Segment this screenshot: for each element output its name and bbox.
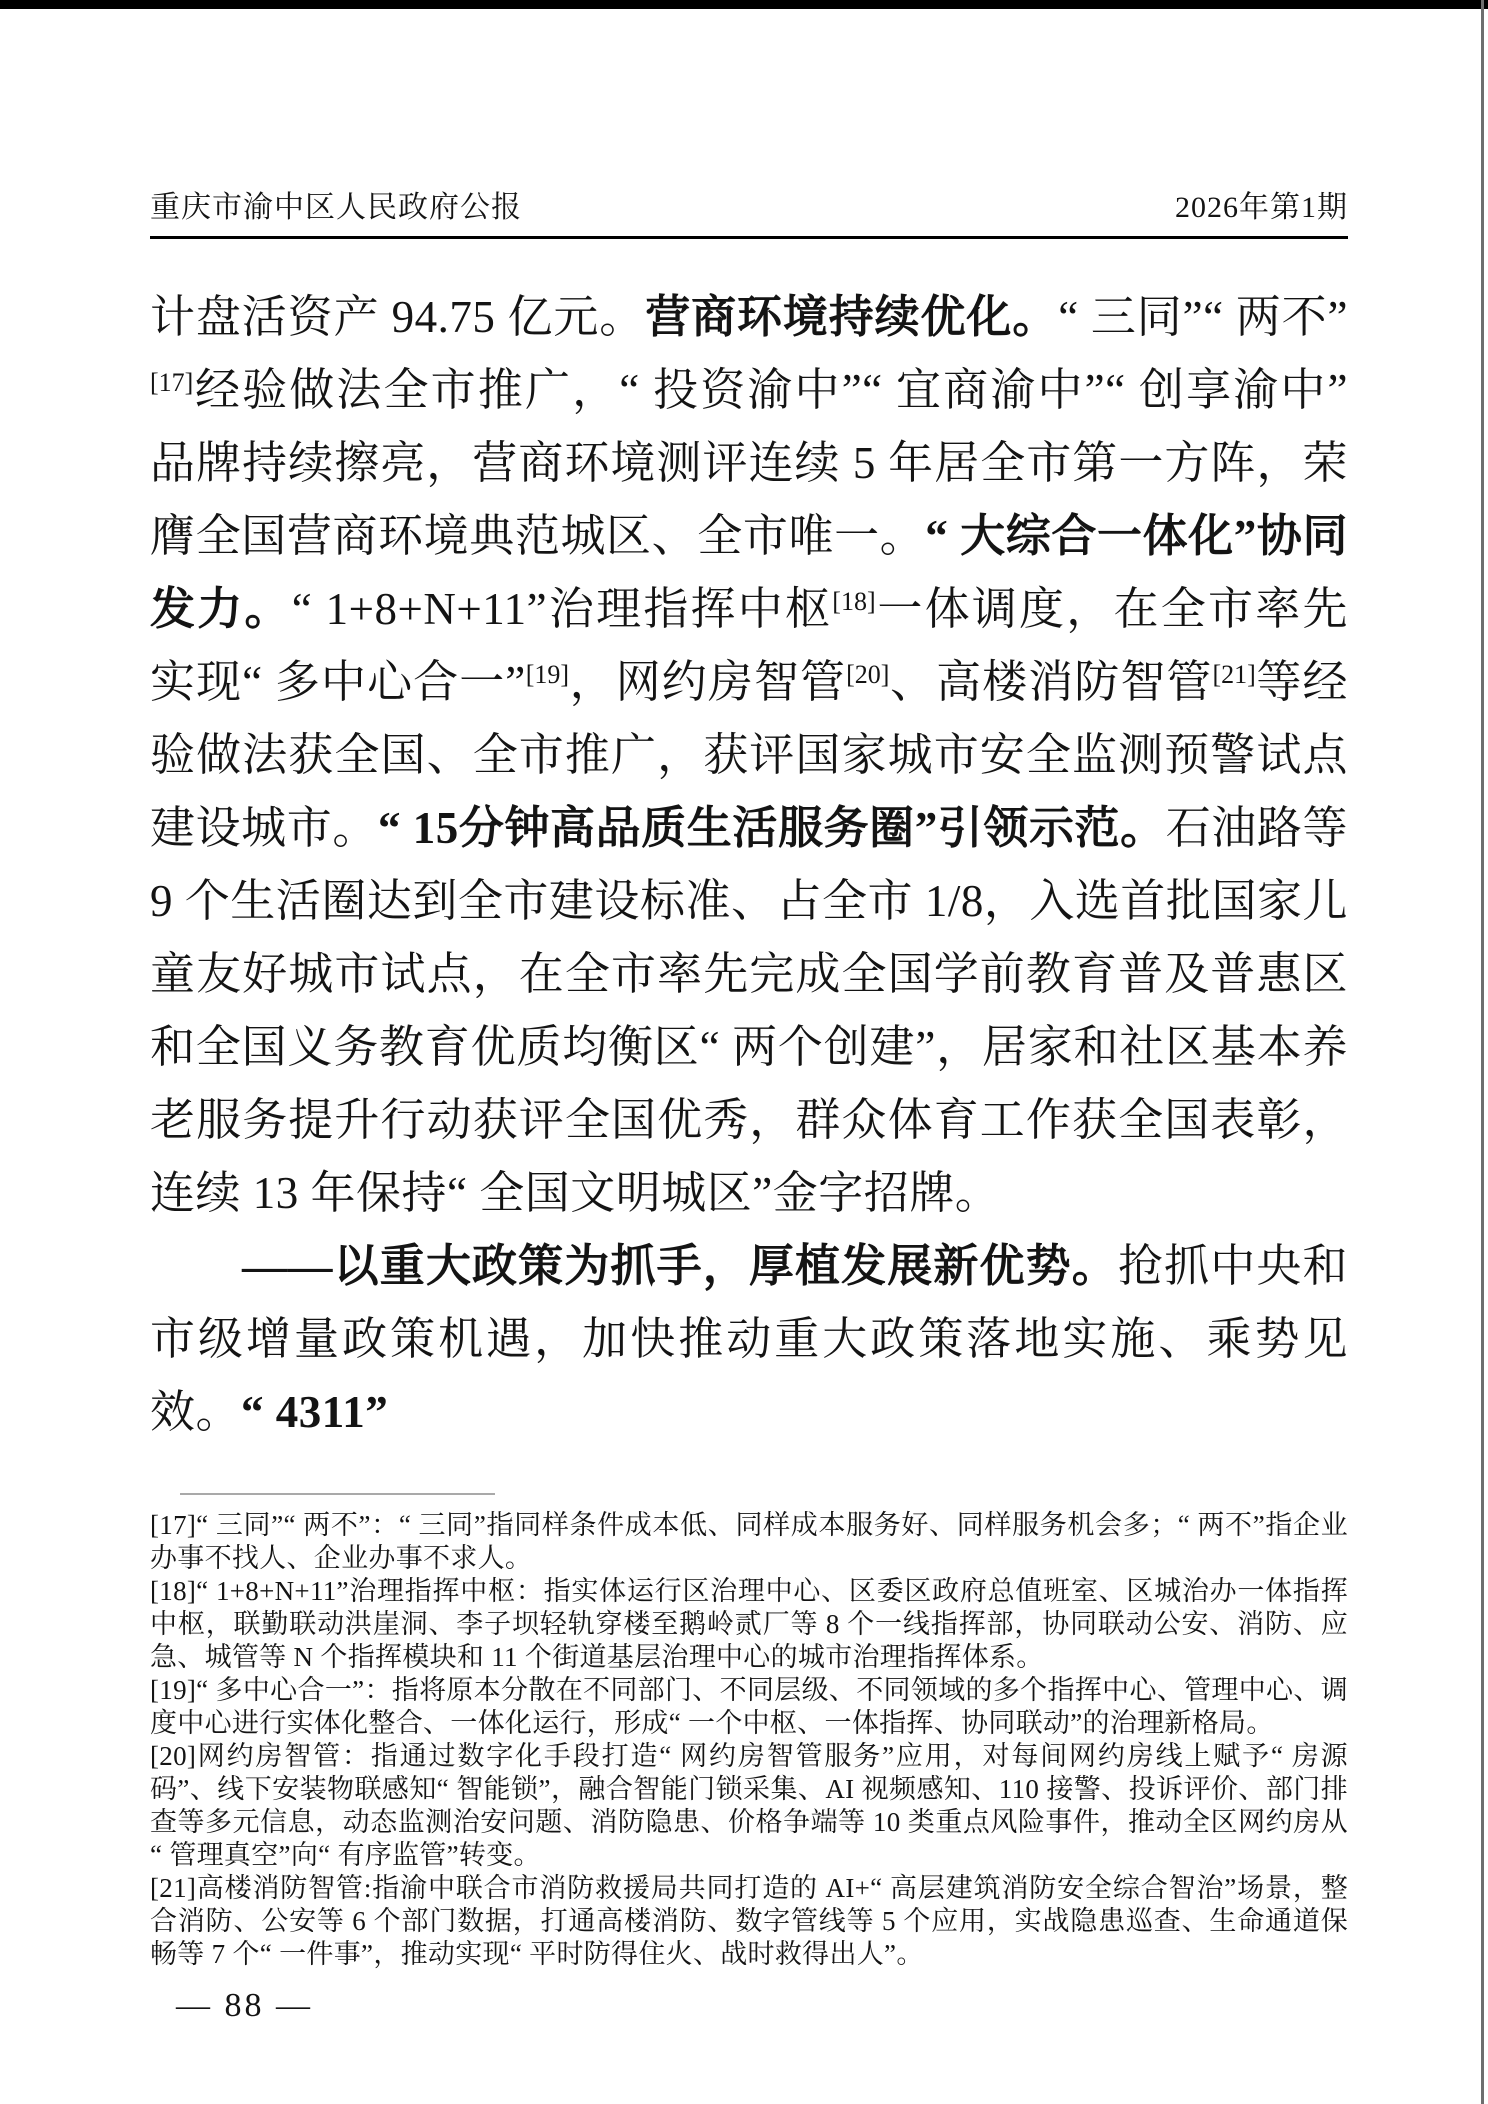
text-segment: ，网约房智管 — [569, 657, 847, 707]
body-paragraph-2 — [150, 1230, 1348, 1449]
text-segment: 石油路等 9 个生活圈达到全市建设标准、占全市 1/8，入选首批国家儿童友好城市试点，在全市率先完成全国学前教育普及普惠区和全国义务教育优质均衡区“ 两个创建”，居家和社区基本养老服务提升行动获评全国优秀，群众体育工作获全国表彰，连续 13 年保持“ 全国文明城区”金字招牌。 — [150, 803, 1348, 1218]
text-segment: “ 1+8+N+11”治理指挥中枢 — [291, 584, 833, 634]
text-segment: 一体调度，在全市率先实现“ 多中心合一” — [150, 584, 1348, 707]
text-segment: 抢抓中央和市级增量政策机遇，加快推动重大政策落地实施、乘势见效。 — [150, 1241, 1348, 1437]
text-segment: “ 三同”“ 两不” — [1058, 292, 1348, 342]
footnotes-section — [150, 1509, 1348, 1971]
footnote-20: [20]网约房智管：指通过数字化手段打造“ 网约房智管服务”应用，对每间网约房线上赋予“ 房源码”、线下安装物联感知“ 智能锁”，融合智能门锁采集、AI 视频感知、110 接警、投诉评价、部门排查等多元信息，动态监测治安问题、消防隐患、价格争端等 10 类重点风险事件，推动全区网约房从“ 管理真空”向“ 有序监管”转变。 — [150, 1741, 1348, 1870]
bold-text-segment: 营商环境持续优化。 — [645, 292, 1059, 342]
footnote-21: [21]高楼消防智管:指渝中联合市消防救援局共同打造的 AI+“ 高层建筑消防安全综合智治”场景，整合消防、公安等 6 个部门数据，打通高楼消防、数字管线等 5 个应用，实战隐患巡查、生命通道保畅等 7 个“ 一件事”，推动实现“ 平时防得住火、战时救得出人”。 — [150, 1873, 1348, 1969]
document-body — [150, 281, 1348, 1449]
text-segment: 经验做法全市推广，“ 投资渝中”“ 宜商渝中”“ 创享渝中”品牌持续擦亮，营商环境测评连续 5 年居全市第一方阵，荣膺全国营商环境典范城区、全市唯一。 — [150, 365, 1348, 561]
header-issue-label: 2026年第1期 — [1175, 191, 1348, 224]
footnote-ref: [19] — [525, 660, 570, 689]
page-number: — 88 — — [176, 1987, 313, 2024]
body-paragraph-1 — [150, 281, 1348, 1230]
text-segment: 计盘活资产 94.75 亿元。 — [150, 292, 646, 342]
scan-edge-right — [1481, 0, 1484, 2104]
header-rule — [150, 236, 1348, 239]
bold-text-segment: “ 大综合一体化”协同发力。 — [150, 511, 1348, 634]
footnote-ref: [17] — [150, 368, 194, 397]
page-header — [150, 0, 1348, 226]
bold-text-segment: “ 15分钟高品质生活服务圈”引领示范。 — [377, 803, 1166, 853]
footnote-ref: [20] — [846, 660, 890, 689]
bold-text-segment: ——以重大政策为抓手，厚植发展新优势。 — [242, 1241, 1118, 1291]
footnote-separator-rule — [180, 1493, 495, 1495]
text-segment: 、高楼消防智管 — [889, 657, 1213, 707]
footnote-18: [18]“ 1+8+N+11”治理指挥中枢：指实体运行区治理中心、区委区政府总值班室、区城治办一体指挥中枢，联勤联动洪崖洞、李子坝轻轨穿楼至鹅岭贰厂等 8 个一线指挥部，协同联动公安、消防、应急、城管等 N 个指挥模块和 11 个街道基层治理中心的城市治理指挥体系。 — [150, 1576, 1348, 1672]
gazette-page — [150, 0, 1348, 2025]
footnote-ref: [21] — [1212, 660, 1256, 689]
footnote-ref: [18] — [832, 587, 876, 616]
text-segment: 等经验做法获全国、全市推广，获评国家城市安全监测预警试点建设城市。 — [150, 657, 1348, 853]
footnote-17: [17]“ 三同”“ 两不”：“ 三同”指同样条件成本低、同样成本服务好、同样服务机会多；“ 两不”指企业办事不找人、企业办事不求人。 — [150, 1510, 1348, 1573]
footnote-19: [19]“ 多中心合一”：指将原本分散在不同部门、不同层级、不同领域的多个指挥中心、管理中心、调度中心进行实体化整合、一体化运行，形成“ 一个中枢、一体指挥、协同联动”的治理新格局。 — [150, 1675, 1348, 1738]
header-publication-title: 重庆市渝中区人民政府公报 — [150, 191, 522, 224]
bold-text-segment: “ 4311” — [241, 1387, 389, 1437]
